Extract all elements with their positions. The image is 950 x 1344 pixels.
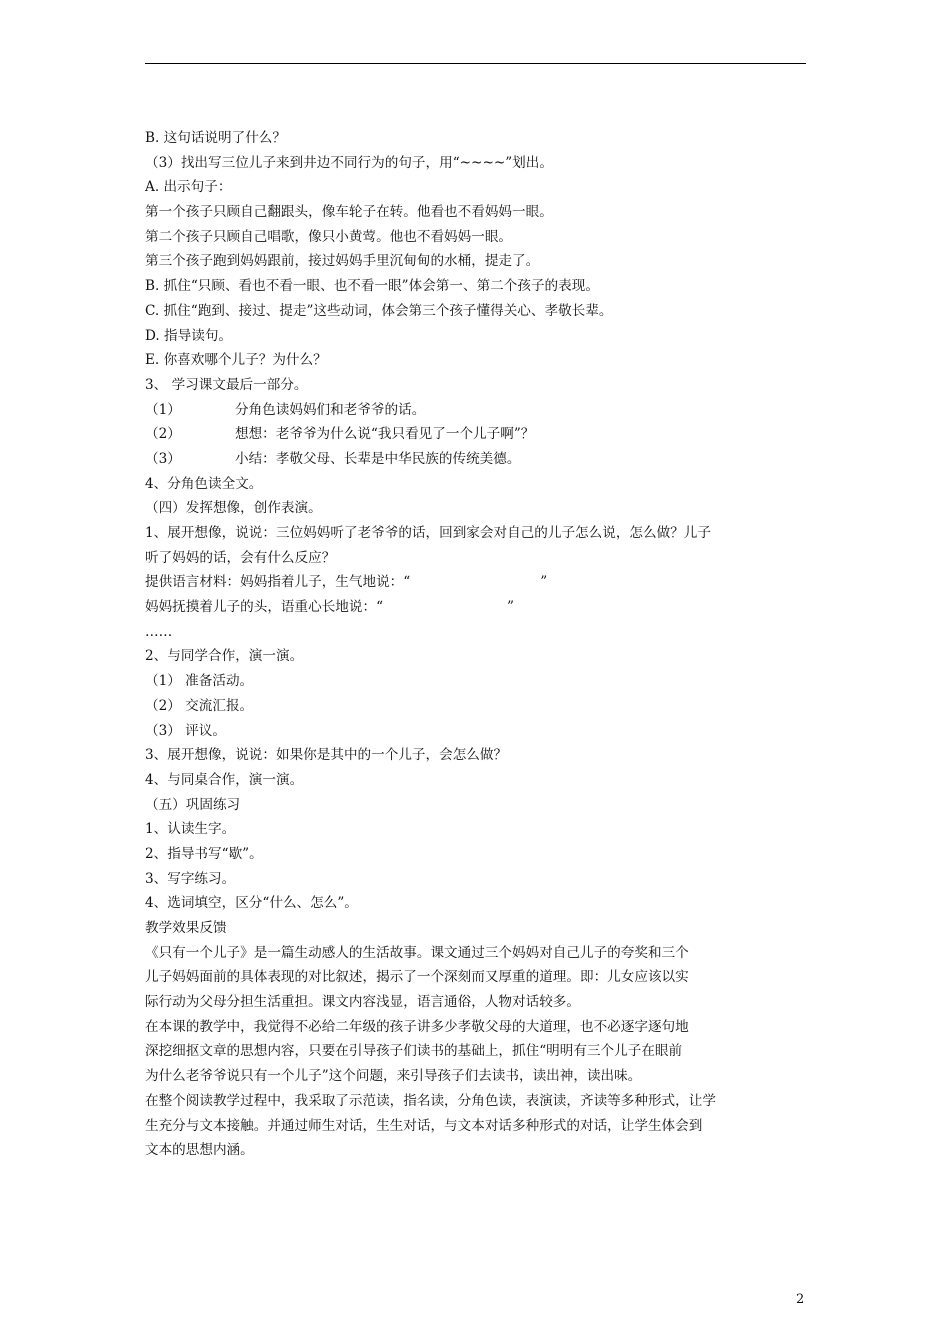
- sub-item-number: （1）: [145, 401, 181, 418]
- text-line: B. 抓住“只顾、看也不看一眼、也不看一眼”体会第一、第二个孩子的表现。: [145, 278, 599, 295]
- text-line: 第一个孩子只顾自己翻跟头，像车轮子在转。他看也不看妈妈一眼。: [145, 204, 553, 221]
- text-line: 听了妈妈的话，会有什么反应？: [145, 549, 336, 566]
- text-line: 3、 学习课文最后一部分。: [145, 376, 308, 393]
- text-line: 儿子妈妈面前的具体表现的对比叙述，揭示了一个深刻而又厚重的道理。即：儿女应该以实: [145, 969, 689, 986]
- sub-item-text: 想想：老爷爷为什么说“我只看见了一个儿子啊”？: [235, 426, 535, 443]
- text-line: （3）找出写三位儿子来到井边不同行为的句子，用“~~~~”划出。: [145, 154, 553, 171]
- text-line: 第二个孩子只顾自己唱歌，像只小黄莺。他也不看妈妈一眼。: [145, 228, 513, 245]
- text-line: 3、展开想像，说说：如果你是其中的一个儿子，会怎么做？: [145, 747, 508, 764]
- text-line: （3） 评议。: [145, 722, 226, 739]
- section-heading: （五）巩固练习: [145, 796, 241, 813]
- text-line: 深挖细抠文章的思想内容，只要在引导孩子们读书的基础上，抓住“明明有三个儿子在眼前: [145, 1043, 683, 1060]
- ellipsis: ……: [145, 623, 173, 640]
- document-body: [145, 126, 809, 1163]
- material-prefix: 妈妈抚摸着儿子的头，语重心长地说：“: [145, 599, 384, 616]
- text-line: 际行动为父母分担生活重担。课文内容浅显，语言通俗，人物对话较多。: [145, 994, 580, 1011]
- text-line: D. 指导读句。: [145, 327, 233, 344]
- material-suffix: ”: [507, 599, 514, 616]
- text-line: 文本的思想内涵。: [145, 1142, 254, 1159]
- text-line: 第三个孩子跑到妈妈跟前，接过妈妈手里沉甸甸的水桶，提走了。: [145, 253, 540, 270]
- sub-item-text: 小结：孝敬父母、长辈是中华民族的传统美德。: [235, 450, 521, 467]
- text-line: E. 你喜欢哪个儿子？为什么？: [145, 352, 327, 369]
- text-line: A. 出示句子：: [145, 179, 232, 196]
- material-suffix: ”: [540, 574, 548, 591]
- sub-item: [145, 398, 809, 423]
- sub-item-text: 分角色读妈妈们和老爷爷的话。: [235, 401, 426, 418]
- text-line: 4、分角色读全文。: [145, 475, 263, 492]
- sub-item: [145, 422, 809, 447]
- header-rule: [145, 63, 806, 64]
- text-line: 4、选词填空，区分“什么、怎么”。: [145, 895, 358, 912]
- text-line: 1、认读生字。: [145, 821, 236, 838]
- text-line: 在整个阅读教学过程中，我采取了示范读，指名读，分角色读，表演读，齐读等多种形式，让学: [145, 1092, 716, 1109]
- section-heading: （四）发挥想像，创作表演。: [145, 500, 322, 517]
- section-heading: 教学效果反馈: [145, 920, 227, 936]
- text-line: 生充分与文本接触。并通过师生对话，生生对话，与文本对话多种形式的对话，让学生体会到: [145, 1117, 703, 1134]
- text-line: （1） 准备活动。: [145, 673, 254, 690]
- sub-item-number: （2）: [145, 426, 181, 443]
- material-line: [145, 595, 809, 620]
- text-line: 为什么老爷爷说只有一个儿子”这个问题，来引导孩子们去读书，读出神，读出味。: [145, 1068, 642, 1085]
- sub-item-number: （3）: [145, 450, 181, 467]
- text-line: C. 抓住“跑到、接过、提走”这些动词，体会第三个孩子懂得关心、孝敬长辈。: [145, 302, 613, 319]
- text-line: 《只有一个儿子》是一篇生动感人的生活故事。课文通过三个妈妈对自己儿子的夸奖和三个: [145, 944, 689, 961]
- text-line: 1、展开想像，说说：三位妈妈听了老爷爷的话，回到家会对自己的儿子怎么说，怎么做？儿子: [145, 525, 711, 541]
- sub-item: [145, 447, 809, 472]
- text-line: 在本课的教学中，我觉得不必给二年级的孩子讲多少孝敬父母的大道理，也不必逐字逐句地: [145, 1018, 689, 1035]
- text-line: 2、指导书写“歇”。: [145, 845, 263, 862]
- material-prefix: 提供语言材料：妈妈指着儿子，生气地说：“: [145, 574, 411, 591]
- text-line: B. 这句话说明了什么？: [145, 130, 286, 146]
- text-line: 3、写字练习。: [145, 870, 236, 887]
- text-line: 4、与同桌合作，演一演。: [145, 771, 304, 788]
- text-line: 2、与同学合作，演一演。: [145, 648, 304, 665]
- page-number: 2: [796, 1292, 805, 1307]
- material-line: [145, 570, 809, 595]
- text-line: （2） 交流汇报。: [145, 697, 254, 714]
